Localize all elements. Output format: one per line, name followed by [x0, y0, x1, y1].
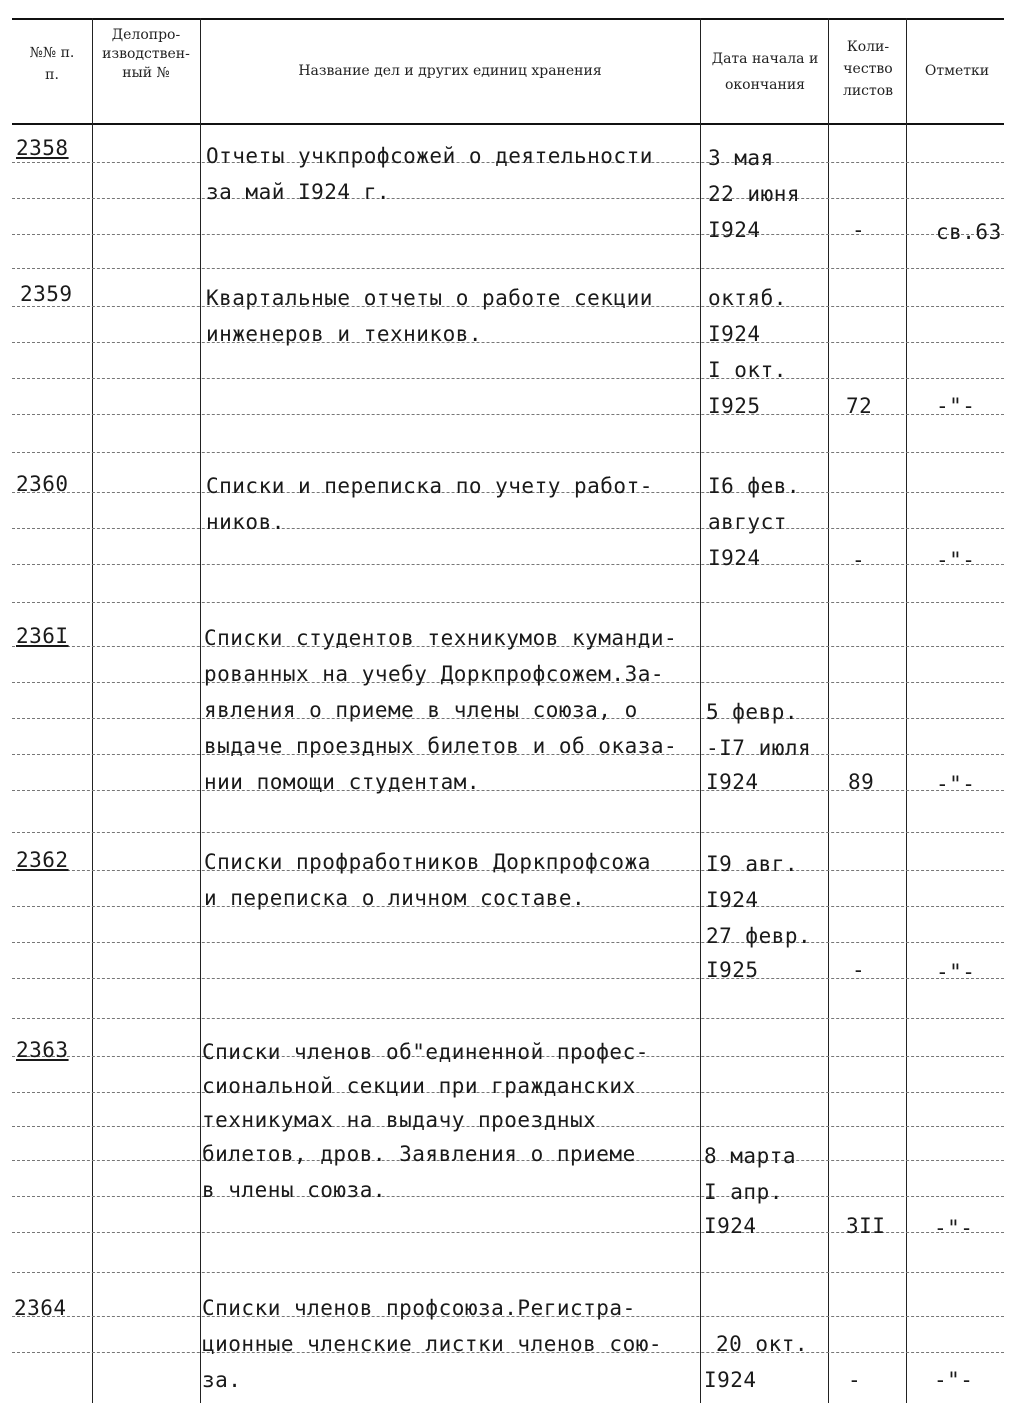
record-title-line: явления о приеме в члены союза, о — [204, 698, 638, 722]
record-date: I окт. — [708, 358, 787, 382]
record-title-line: Списки студентов техникумов куманди- — [204, 626, 678, 650]
record-number: 2362 — [16, 848, 69, 872]
record-date: -I7 июля — [706, 736, 812, 760]
record-number: 2359 — [20, 282, 73, 306]
record-number: 236I — [16, 624, 69, 648]
record-date: I924 — [708, 322, 761, 346]
record-title-line: и переписка о личном составе. — [204, 886, 586, 910]
record-title-line: за май I924 г. — [206, 180, 391, 204]
record-date: I9 авг. — [706, 852, 799, 876]
record-date: 22 июня — [708, 182, 801, 206]
record-sheet-count: - — [848, 1368, 862, 1392]
ruled-line — [12, 1196, 1004, 1197]
record-date: I924 — [708, 546, 761, 570]
ruled-line — [12, 378, 1004, 379]
record-title-line: нии помощи студентам. — [204, 770, 481, 794]
record-title-line: билетов, дров. Заявления о приеме — [202, 1142, 636, 1166]
record-title-line: в члены союза. — [202, 1178, 387, 1202]
record-title-line: выдаче проездных билетов и об оказа- — [204, 734, 678, 758]
record-date: I925 — [708, 394, 761, 418]
header-dates-column: Дата начала и окончания — [711, 51, 819, 93]
ruled-line — [12, 1018, 1004, 1019]
ruled-line — [12, 832, 1004, 833]
record-note: св.63 — [936, 220, 1002, 244]
header-office-column: Делопро- изводствен- ный № — [102, 27, 190, 81]
record-sheet-count: 3II — [846, 1214, 886, 1238]
record-sheet-count: - — [852, 218, 866, 242]
record-sheet-count: 89 — [848, 770, 875, 794]
record-date: 5 февр. — [706, 700, 799, 724]
record-title-line: ционные членские листки членов сою- — [202, 1332, 663, 1356]
header-count-column: Коли- чество листов — [842, 39, 894, 99]
record-date: I924 — [704, 1368, 757, 1392]
ruled-line — [12, 342, 1004, 343]
record-date: I924 — [704, 1214, 757, 1238]
header-title-column: Название дел и других единиц хранения — [298, 63, 602, 79]
record-note: -"- — [936, 772, 976, 796]
record-number: 2358 — [16, 136, 69, 160]
header-top-rule — [12, 18, 1004, 20]
record-title-line: техникумах на выдачу проездных — [202, 1108, 597, 1132]
record-title-line: Списки и переписка по учету работ- — [206, 474, 653, 498]
record-title-line: сиональной секции при гражданских — [202, 1074, 636, 1098]
record-date: I6 фев. — [708, 474, 801, 498]
record-date: I924 — [708, 218, 761, 242]
record-date: 20 окт. — [716, 1332, 809, 1356]
record-note: -"- — [936, 394, 976, 418]
record-title-line: Списки профработников Доркпрофсожа — [204, 850, 651, 874]
ruled-line — [12, 198, 1004, 199]
record-title-line: Списки членов об"единенной профес- — [202, 1040, 649, 1064]
header-notes-column: Отметки — [924, 63, 990, 79]
record-date: август — [708, 510, 787, 534]
record-date: 8 марта — [704, 1144, 797, 1168]
record-title-line: Квартальные отчеты о работе секции — [206, 286, 653, 310]
record-title-line: Списки членов профсоюза.Регистра- — [202, 1296, 636, 1320]
record-number: 2364 — [14, 1296, 67, 1320]
ruled-line — [12, 268, 1004, 269]
record-date: I апр. — [704, 1180, 783, 1204]
header-bottom-rule — [12, 123, 1004, 125]
record-sheet-count: - — [852, 548, 866, 572]
ruled-line — [12, 528, 1004, 529]
record-title-line: за. — [202, 1368, 242, 1392]
record-date: октяб. — [708, 286, 787, 310]
record-title-line: рованных на учебу Доркпрофсожем.За- — [204, 662, 665, 686]
ruled-line — [12, 452, 1004, 453]
record-date: I924 — [706, 888, 759, 912]
record-date: I925 — [706, 958, 759, 982]
record-note: -"- — [934, 1216, 974, 1240]
ruled-line — [12, 942, 1004, 943]
record-sheet-count: - — [852, 958, 866, 982]
record-note: -"- — [936, 960, 976, 984]
record-sheet-count: 72 — [846, 394, 873, 418]
ruled-line — [12, 1272, 1004, 1273]
header-num-column: №№ п. п. — [29, 45, 75, 83]
record-date: 3 мая — [708, 146, 774, 170]
record-title-line: инженеров и техников. — [206, 322, 483, 346]
record-note: -"- — [936, 548, 976, 572]
record-number: 2363 — [16, 1038, 69, 1062]
record-date: I924 — [706, 770, 759, 794]
ruled-line — [12, 602, 1004, 603]
record-title-line: Отчеты учкпрофсожей о деятельности — [206, 144, 653, 168]
record-number: 2360 — [16, 472, 69, 496]
record-note: -"- — [934, 1368, 974, 1392]
record-date: 27 февр. — [706, 924, 812, 948]
record-title-line: ников. — [206, 510, 285, 534]
